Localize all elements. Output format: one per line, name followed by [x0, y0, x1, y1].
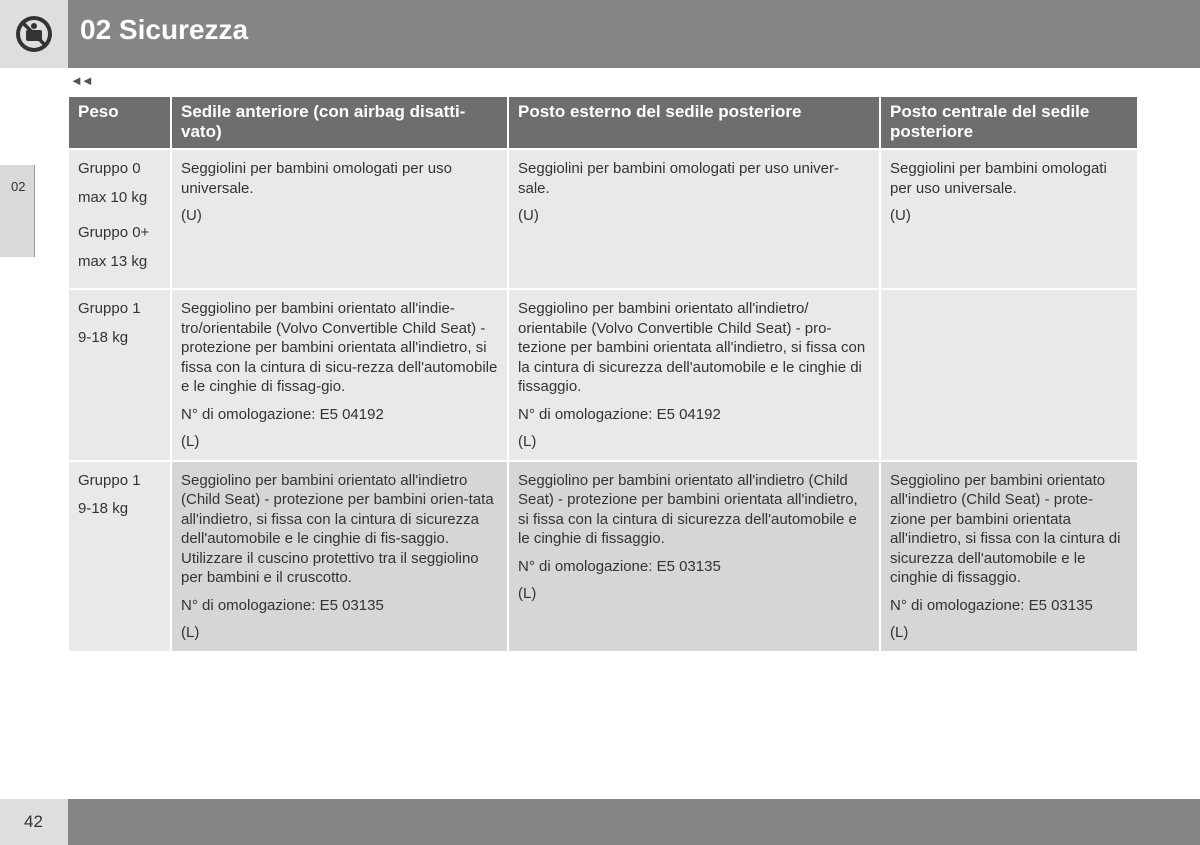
cell-front	[172, 288, 507, 460]
cell-text: Gruppo 1	[78, 471, 141, 489]
cell-text: max 10 kg	[78, 188, 148, 206]
cell-text: Gruppo 0	[78, 160, 141, 177]
table-row	[69, 148, 1137, 288]
cell-text: Seggiolini per bambini omologati per uso universale.	[890, 160, 1107, 197]
footer-bar	[0, 799, 1200, 845]
cell-rear-outer	[509, 288, 879, 460]
page-title: 02 Sicurezza	[80, 14, 249, 45]
cell-text: max 13 kg	[78, 252, 148, 270]
cell-rear-outer	[509, 148, 879, 288]
cell-text: N° di omologazione: E5 04192	[518, 405, 721, 423]
header-rear-center: Posto centrale del sedile posteriore	[881, 97, 1137, 148]
header-front-seat: Sedile anteriore (con airbag disatti-vato)	[172, 97, 507, 148]
cell-text: (U)	[181, 207, 202, 224]
cell-text: (L)	[518, 433, 537, 450]
child-seat-table	[67, 97, 1139, 651]
cell-text: Gruppo 0+	[78, 224, 150, 241]
cell-rear-outer	[509, 460, 879, 651]
cell-text: Seggiolini per bambini omologati per uso universale.	[181, 160, 452, 197]
cell-text: (L)	[890, 624, 909, 641]
cell-text: 9-18 kg	[78, 500, 129, 517]
back-arrows-icon[interactable]: ◄◄	[70, 73, 92, 88]
cell-front	[172, 148, 507, 288]
cell-text: (U)	[518, 207, 539, 224]
cell-text: Seggiolino per bambini orientato all'indietro/ orientabile (Volvo Convertible Child Seat) - pro-tezione per bambini orientata all'indietro, si fissa con la cintura di sicurezza dell'automobile e le cinghie di fissaggio.	[518, 300, 866, 395]
cell-text: Seggiolino per bambini orientato all'indietro (Child Seat) - prote-zione per bambini orientata all'indietro, si fissa con la cintura di sicurezza dell'automobile e le cinghie di fissaggio.	[890, 471, 1121, 586]
cell-text: Seggiolino per bambini orientato all'indie-tro/orientabile (Volvo Convertible Child Seat) - protezione per bambini orientata all'indietro, si fissa con la cintura di sicu-rezza dell'automobile e le cinghie di fissag-gio.	[181, 300, 498, 395]
cell-text: Seggiolino per bambini orientato all'indietro (Child Seat) - protezione per bambini orientata all'indietro, si fissa con la cintura di sicurezza dell'automobile e le cinghie di fissaggio.	[518, 471, 858, 547]
cell-text: Gruppo 1	[78, 300, 141, 317]
footer-page-box	[0, 799, 68, 845]
page-number: 42	[24, 812, 43, 831]
cell-text: Seggiolino per bambini orientato all'indietro (Child Seat) - protezione per bambini orien-tata all'indietro, si fissa con la cintura di sicurezza dell'automobile e le cinghie di fis-saggio. Utilizzare il cuscino protettivo tra il seggiolino per bambini e il cruscotto.	[181, 471, 494, 586]
cell-text: N° di omologazione: E5 03135	[518, 557, 721, 575]
cell-text: (L)	[518, 585, 537, 602]
table-header-row	[69, 97, 1137, 148]
child-seat-airbag-warning-icon	[14, 14, 54, 54]
cell-rear-center	[881, 460, 1137, 651]
cell-text: 9-18 kg	[78, 328, 129, 346]
cell-text: N° di omologazione: E5 03135	[890, 596, 1093, 614]
chapter-tab[interactable]	[0, 165, 35, 257]
header-icon-box	[0, 0, 68, 68]
cell-rear-center-empty	[881, 288, 1137, 460]
cell-rear-center	[881, 148, 1137, 288]
table-row	[69, 460, 1137, 651]
cell-text: N° di omologazione: E5 03135	[181, 596, 384, 614]
cell-text: (U)	[890, 207, 911, 224]
header-weight: Peso	[69, 97, 170, 148]
cell-weight	[69, 460, 170, 651]
header-rear-outer: Posto esterno del sedile posteriore	[509, 97, 879, 148]
table-row	[69, 288, 1137, 460]
cell-text: N° di omologazione: E5 04192	[181, 405, 384, 423]
cell-text: (L)	[181, 624, 200, 641]
chapter-tab-label: 02	[11, 179, 26, 194]
cell-front	[172, 460, 507, 651]
cell-weight	[69, 288, 170, 460]
cell-weight	[69, 148, 170, 288]
cell-text: Seggiolini per bambini omologati per uso univer-sale.	[518, 160, 840, 197]
cell-text: (L)	[181, 433, 200, 450]
